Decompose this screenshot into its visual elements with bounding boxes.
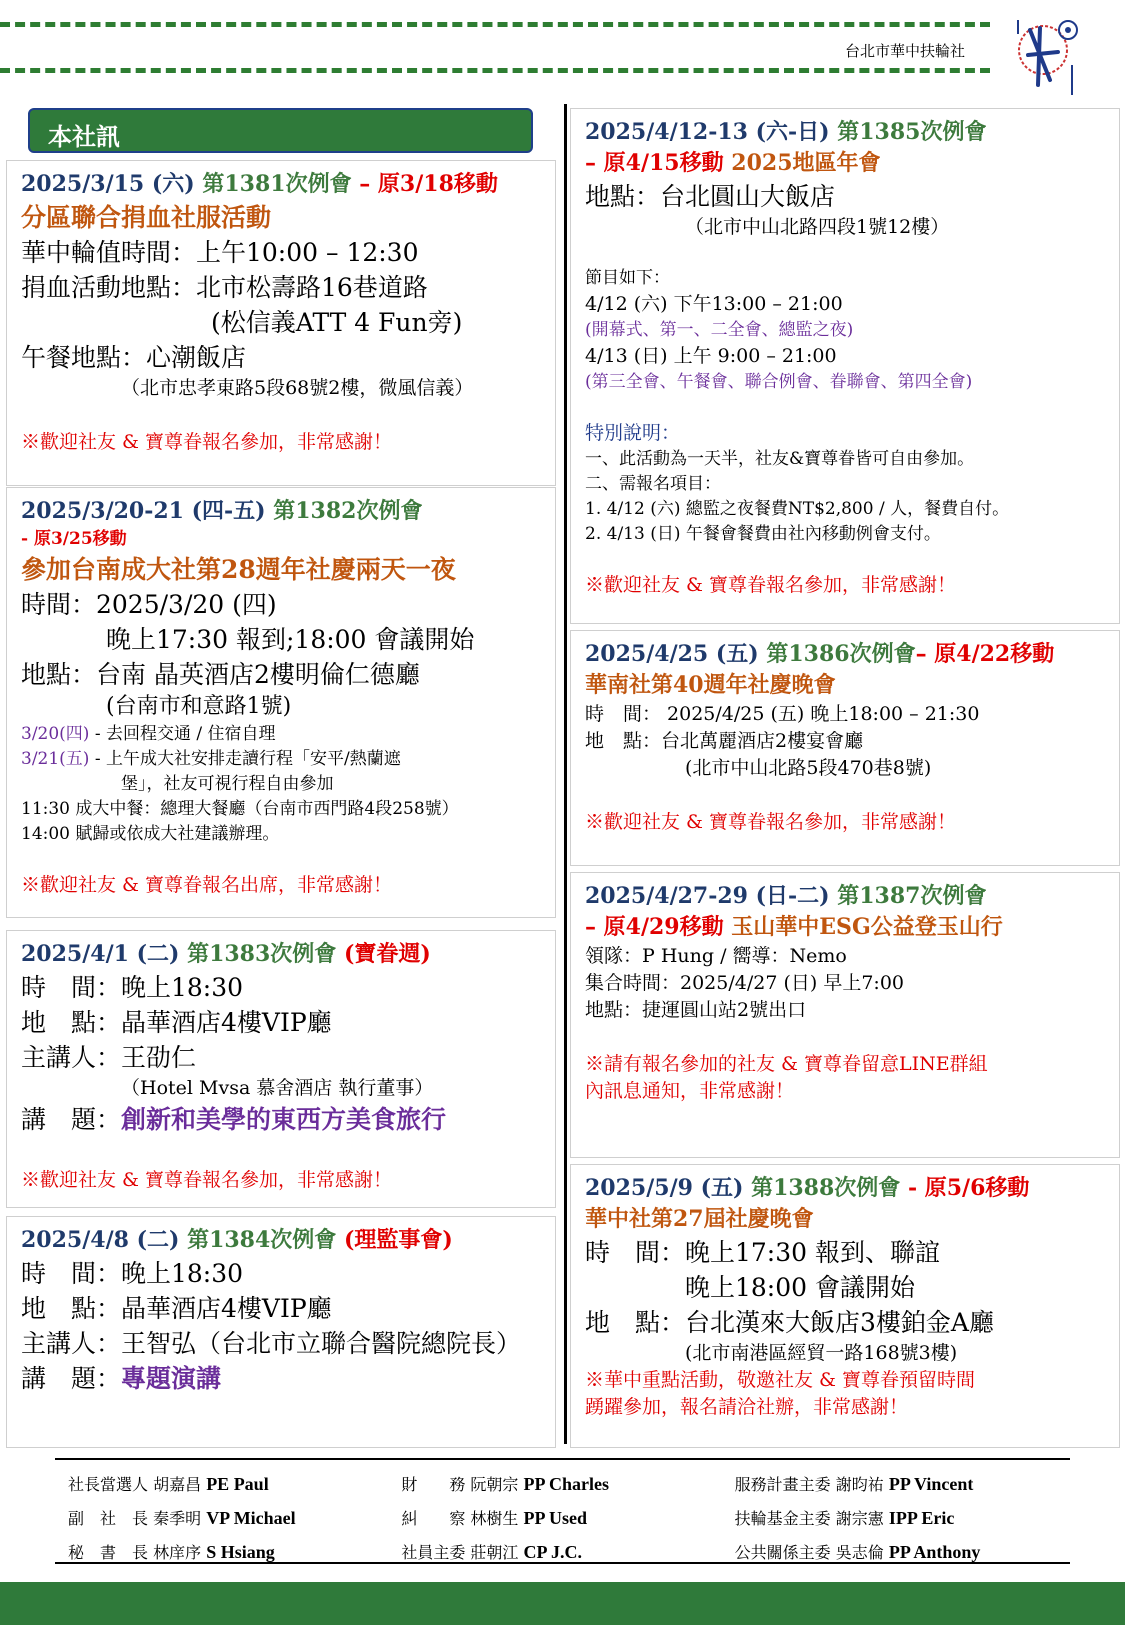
roster-entry <box>401 1506 734 1529</box>
event-text: 2025/3/20-21 (四-五) <box>21 498 274 524</box>
event-text: 3/20(四) <box>21 724 90 744</box>
footer-green-bar <box>0 1582 1125 1625</box>
roster-entry <box>735 1506 1068 1529</box>
event-line <box>585 447 1105 472</box>
event-text: (松信義ATT 4 Fun旁) <box>211 308 463 337</box>
event-text: 時 間： 2025/4/25 (五) 晚上18:00 – 21:30 <box>585 703 980 725</box>
officer-role: 財 務 阮朝宗 <box>401 1474 524 1494</box>
event-box-1386 <box>570 630 1120 866</box>
event-text: (第三全會、午餐會、聯合例會、眷聯會、第四全會) <box>585 372 973 392</box>
event-text: （北市忠孝東路5段68號2樓，微風信義） <box>121 377 474 399</box>
event-line <box>585 179 1105 214</box>
event-line <box>21 1291 541 1326</box>
event-text: 2025/4/1 (二) <box>21 941 188 967</box>
event-text: 第1387次例會 <box>837 883 987 909</box>
officer-name: PP Used <box>523 1507 588 1528</box>
event-line <box>585 639 1105 670</box>
event-line <box>585 1051 1105 1078</box>
event-line <box>585 395 1105 420</box>
roster-entry <box>68 1506 401 1529</box>
event-text: ※歡迎社友 & 寶尊眷報名參加，非常感謝！ <box>585 811 956 833</box>
event-line <box>585 970 1105 997</box>
event-line <box>585 728 1105 755</box>
event-text: - 原5/6移動 <box>900 1175 1030 1201</box>
event-line <box>585 214 1105 241</box>
event-text: 第1388次例會 <box>751 1175 901 1201</box>
event-text: 地點：台南 晶英酒店2樓明倫仁德廳 <box>21 660 420 689</box>
event-text: 2025/4/27-29 (日-二) <box>585 883 838 909</box>
event-line <box>585 1367 1105 1394</box>
event-text: 第1384次例會 <box>187 1227 337 1253</box>
event-text: 11:30 成大中餐：總理大餐廳（台南市西門路4段258號） <box>21 799 459 819</box>
event-box-1381 <box>6 160 556 486</box>
footer-rule-top <box>55 1458 1070 1460</box>
officer-name: IPP Eric <box>888 1507 955 1528</box>
roster-entry <box>68 1540 401 1563</box>
event-line <box>21 305 541 340</box>
event-text: 晚上17:30 報到;18:00 會議開始 <box>106 625 475 654</box>
event-text: ※請有報名參加的社友 & 寶尊眷留意LINE群組 <box>585 1053 988 1075</box>
event-line <box>585 755 1105 782</box>
event-box-1383 <box>6 930 556 1208</box>
event-line <box>21 797 541 822</box>
officer-role: 公共關係主委 吳志倫 <box>734 1542 889 1562</box>
event-text: 2025/4/8 (二) <box>21 1227 188 1253</box>
event-text: 二、需報名項目： <box>585 474 721 494</box>
event-text: 1. 4/12 (六) 總監之夜餐費NT$2,800 / 人，餐費自付。 <box>585 499 1010 519</box>
event-text: (開幕式、第一、二全會、總監之夜) <box>585 320 854 340</box>
event-text: 第1382次例會 <box>273 498 423 524</box>
event-line <box>585 1173 1105 1204</box>
event-text: 地點：捷運圓山站2號出口 <box>585 999 807 1021</box>
event-text: 主講人：王劭仁 <box>21 1043 197 1072</box>
event-text: 第1381次例會 <box>202 171 352 197</box>
event-line <box>21 1137 541 1167</box>
officer-name: PP Anthony <box>888 1541 981 1562</box>
event-line <box>585 1078 1105 1105</box>
event-line <box>21 822 541 847</box>
event-line <box>585 809 1105 836</box>
event-line <box>21 235 541 270</box>
event-text: 2025地區年會 <box>731 150 881 176</box>
event-line <box>21 552 541 587</box>
event-text: 14:00 賦歸或依成大社建議辦理。 <box>21 824 280 844</box>
event-box-1388 <box>570 1164 1120 1448</box>
event-text: 講 題： <box>21 1364 122 1393</box>
event-text: 特別說明： <box>585 422 681 444</box>
event-text: 4/12 (六) 下午13:00 – 21:00 <box>585 293 843 315</box>
event-text: 地 點：晶華酒店4樓VIP廳 <box>21 1294 332 1323</box>
event-line <box>585 497 1105 522</box>
event-text: 2025/4/25 (五) <box>585 641 767 667</box>
event-text: 內訊息通知，非常感謝！ <box>585 1080 795 1102</box>
event-text: 晚上18:00 會議開始 <box>685 1273 915 1302</box>
event-line <box>21 496 541 527</box>
event-line <box>21 527 541 552</box>
event-line <box>585 1235 1105 1270</box>
event-text: 節目如下： <box>585 268 670 288</box>
event-text: (寶眷週) <box>336 941 431 967</box>
roster-entry <box>735 1540 1068 1563</box>
event-line <box>21 847 541 872</box>
event-line <box>21 402 541 429</box>
event-text: (理監事會) <box>336 1227 453 1253</box>
event-line <box>21 970 541 1005</box>
event-line <box>585 522 1105 547</box>
officer-role: 服務計畫主委 謝昀祐 <box>734 1474 889 1494</box>
event-text: ※華中重點活動，敬邀社友 & 寶尊眷預留時間 <box>585 1369 975 1391</box>
officer-name: S Hsiang <box>206 1541 275 1562</box>
event-line <box>585 1305 1105 1340</box>
event-box-1385 <box>570 108 1120 624</box>
event-line <box>21 1256 541 1291</box>
event-line <box>21 747 541 772</box>
event-text: ※歡迎社友 & 寶尊眷報名出席，非常感謝！ <box>21 874 392 896</box>
event-text: 講 題： <box>21 1105 122 1134</box>
event-line <box>585 912 1105 943</box>
event-line <box>21 429 541 456</box>
event-text: （北市中山北路四段1號12樓） <box>685 216 950 238</box>
event-text: (北市中山北路5段470巷8號) <box>685 757 932 779</box>
event-line <box>21 1361 541 1396</box>
event-line <box>585 148 1105 179</box>
event-line <box>585 318 1105 343</box>
officer-name: PP Charles <box>523 1473 610 1494</box>
event-line <box>585 701 1105 728</box>
event-line <box>585 1340 1105 1367</box>
event-line <box>585 997 1105 1024</box>
event-text: 華南社第40週年社慶晚會 <box>585 672 836 698</box>
officer-name: PE Paul <box>206 1473 269 1494</box>
event-line <box>21 692 541 722</box>
event-line <box>585 1204 1105 1235</box>
event-line <box>585 370 1105 395</box>
event-line <box>21 270 541 305</box>
event-line <box>21 169 541 200</box>
event-text: 時 間：晚上18:30 <box>21 973 244 1002</box>
footer-rule-bottom <box>55 1562 1070 1564</box>
event-line <box>21 1225 541 1256</box>
event-line <box>21 375 541 402</box>
event-text: 專題演講 <box>121 1364 222 1393</box>
event-line <box>21 1040 541 1075</box>
event-line <box>585 547 1105 572</box>
event-text: - 去回程交通 / 住宿自理 <box>89 724 276 744</box>
event-text: 堡」，社友可視行程自由參加 <box>121 774 334 794</box>
event-line <box>585 1394 1105 1421</box>
event-text: 第1386次例會 <box>766 641 916 667</box>
officer-name: PP Vincent <box>888 1473 974 1494</box>
event-text: 午餐地點：心潮飯店 <box>21 343 247 372</box>
event-text: ※歡迎社友 & 寶尊眷報名參加，非常感謝！ <box>585 574 956 596</box>
officer-role: 副 社 長 秦季明 <box>68 1508 207 1528</box>
event-text: (北市南港區經貿一路168號3樓) <box>685 1342 958 1364</box>
event-line <box>585 1270 1105 1305</box>
event-text: 華中社第27屆社慶晚會 <box>585 1206 814 1232</box>
event-line <box>585 343 1105 370</box>
event-box-1387 <box>570 872 1120 1158</box>
club-name: 台北市華中扶輪社 <box>844 42 965 60</box>
officer-name: CP J.C. <box>523 1541 583 1562</box>
event-text: 玉山華中ESG公益登玉山行 <box>731 914 1003 940</box>
event-line <box>585 943 1105 970</box>
event-text: 4/13 (日) 上午 9:00 – 21:00 <box>585 345 837 367</box>
officer-role: 糾 察 林樹生 <box>401 1508 524 1528</box>
event-line <box>21 1167 541 1194</box>
officers-roster <box>68 1466 1068 1568</box>
event-line <box>585 291 1105 318</box>
event-line <box>21 622 541 657</box>
officer-role: 扶輪基金主委 謝宗憲 <box>734 1508 889 1528</box>
event-text: 地 點：晶華酒店4樓VIP廳 <box>21 1008 332 1037</box>
event-text: 踴躍參加，報名請洽社辦，非常感謝！ <box>585 1396 909 1418</box>
officer-role: 社員主委 莊朝江 <box>401 1542 524 1562</box>
event-text: 一、此活動為一天半，社友&寶尊眷皆可自由參加。 <box>585 449 975 469</box>
event-text: - 上午成大社安排走讀行程「安平/熱蘭遮 <box>89 749 401 769</box>
event-text: – 原4/29移動 <box>585 914 732 940</box>
event-line <box>585 117 1105 148</box>
club-logo-icon <box>1010 10 1085 110</box>
event-text: 時間：2025/3/20 (四) <box>21 590 277 619</box>
event-line <box>585 782 1105 809</box>
event-line <box>21 587 541 622</box>
event-line <box>21 772 541 797</box>
roster-entry <box>401 1540 734 1563</box>
event-line <box>21 1102 541 1137</box>
officer-role: 社長當選人 胡嘉昌 <box>68 1474 207 1494</box>
roster-entry <box>68 1472 401 1495</box>
event-line <box>585 420 1105 447</box>
event-text: 2025/3/15 (六) <box>21 171 203 197</box>
event-line <box>585 572 1105 599</box>
event-text: 時 間：晚上18:30 <box>21 1259 244 1288</box>
event-line <box>21 200 541 235</box>
event-line <box>585 472 1105 497</box>
event-text: 時 間：晚上17:30 報到、聯誼 <box>585 1238 940 1267</box>
event-text: 2. 4/13 (日) 午餐會餐費由社內移動例會支付。 <box>585 524 941 544</box>
event-box-1384 <box>6 1216 556 1448</box>
event-line <box>21 1326 541 1361</box>
roster-entry <box>735 1472 1068 1495</box>
event-text: 捐血活動地點：北市松壽路16巷道路 <box>21 273 428 302</box>
header-dash-bottom <box>0 68 990 73</box>
event-text: 3/21(五) <box>21 749 90 769</box>
roster-row <box>68 1500 1068 1534</box>
event-text: 地 點：台北漢來大飯店3樓鉑金A廳 <box>585 1308 994 1337</box>
event-text: - 原3/25移動 <box>21 529 127 549</box>
event-text: 集合時間：2025/4/27 (日) 早上7:00 <box>585 972 904 994</box>
event-text: ※歡迎社友 & 寶尊眷報名參加，非常感謝！ <box>21 1169 392 1191</box>
event-line <box>21 1005 541 1040</box>
header-dash-top <box>0 22 990 27</box>
event-text: (台南市和意路1號) <box>106 694 292 719</box>
event-text: ※歡迎社友 & 寶尊眷報名參加，非常感謝！ <box>21 431 392 453</box>
event-line <box>585 670 1105 701</box>
event-line <box>585 881 1105 912</box>
event-text: 創新和美學的東西方美食旅行 <box>121 1105 447 1134</box>
event-text: 第1385次例會 <box>837 119 987 145</box>
event-line <box>585 241 1105 266</box>
event-line <box>21 1075 541 1102</box>
event-text: 地 點：台北萬麗酒店2樓宴會廳 <box>585 730 864 752</box>
event-line <box>21 939 541 970</box>
event-text: 參加台南成大社第28週年社慶兩天一夜 <box>21 555 456 584</box>
event-text: – 原4/15移動 <box>585 150 732 176</box>
event-text: – 原3/18移動 <box>351 171 498 197</box>
event-line <box>21 722 541 747</box>
event-text: 主講人：王智弘（台北市立聯合醫院總院長） <box>21 1329 522 1358</box>
event-text: 2025/5/9 (五) <box>585 1175 752 1201</box>
officer-role: 秘 書 長 林庠序 <box>68 1542 207 1562</box>
event-line <box>585 266 1105 291</box>
event-text: 2025/4/12-13 (六-日) <box>585 119 838 145</box>
event-text: – 原4/22移動 <box>915 641 1055 667</box>
event-line <box>21 340 541 375</box>
event-text: 領隊：P Hung / 嚮導：Nemo <box>585 945 847 967</box>
event-text: （Hotel Mvsa 慕舍酒店 執行董事） <box>121 1077 434 1099</box>
event-line <box>21 872 541 899</box>
event-text: 分區聯合捐血社服活動 <box>21 203 272 232</box>
event-text: 華中輪值時間：上午10:00 – 12:30 <box>21 238 419 267</box>
event-line <box>585 1024 1105 1051</box>
event-line <box>21 657 541 692</box>
section-title: 本社訊 <box>28 108 533 153</box>
roster-row <box>68 1466 1068 1500</box>
event-text: 第1383次例會 <box>187 941 337 967</box>
roster-entry <box>401 1472 734 1495</box>
event-box-1382 <box>6 487 556 918</box>
event-text: 地點：台北圓山大飯店 <box>585 182 836 211</box>
column-divider <box>564 104 567 1444</box>
officer-name: VP Michael <box>206 1507 296 1528</box>
